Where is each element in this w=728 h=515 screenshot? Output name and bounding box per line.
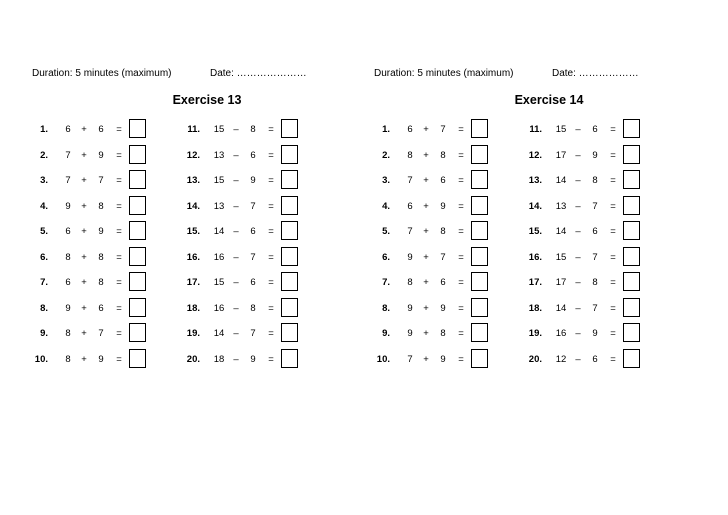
answer-box[interactable] [281,272,298,291]
first-operand: 6 [65,277,71,288]
problem-column-subtraction [184,116,344,371]
second-operand: 6 [98,302,104,314]
answer-box[interactable] [129,221,146,240]
equals-sign: = [116,149,122,161]
operator: + [81,251,87,263]
operator: – [575,328,581,339]
answer-box[interactable] [129,170,146,189]
problem-row [374,116,534,142]
first-operand: 15 [213,175,225,186]
second-operand: 9 [98,149,104,161]
answer-box[interactable] [281,323,298,342]
answer-box[interactable] [623,170,640,189]
answer-box[interactable] [281,247,298,266]
first-operand: 14 [555,302,567,314]
equals-sign: = [458,277,464,288]
problem-row [32,218,192,244]
answer-box[interactable] [471,170,488,189]
second-operand: 6 [592,124,598,135]
problem-row [184,269,344,295]
first-operand: 8 [407,149,413,161]
answer-box[interactable] [281,145,298,164]
second-operand: 9 [440,353,446,365]
second-operand: 9 [440,200,446,212]
first-operand: 7 [407,226,413,237]
problem-number: 3. [40,175,48,186]
equals-sign: = [610,124,616,135]
first-operand: 15 [555,251,567,263]
equals-sign: = [458,302,464,314]
problem-number: 15. [528,226,542,237]
problem-row [526,218,686,244]
problem-number: 14. [186,200,200,212]
second-operand: 9 [250,353,256,365]
problem-column-addition [32,116,192,371]
problem-row [526,346,686,372]
problem-row [32,269,192,295]
problem-number: 4. [382,200,390,212]
problem-row [526,269,686,295]
problem-number: 12. [528,149,542,161]
second-operand: 8 [440,226,446,237]
date-field: Date: ……………… [552,68,639,79]
operator: + [81,175,87,186]
first-operand: 12 [555,353,567,365]
first-operand: 16 [555,328,567,339]
equals-sign: = [116,302,122,314]
answer-box[interactable] [623,323,640,342]
answer-box[interactable] [471,247,488,266]
operator: – [233,353,239,365]
second-operand: 7 [440,251,446,263]
problem-number: 11. [529,124,542,135]
problem-number: 15. [186,226,200,237]
equals-sign: = [116,200,122,212]
problem-row [374,167,534,193]
operator: – [575,277,581,288]
date-field: Date: ………………… [210,68,307,79]
problem-row [184,193,344,219]
equals-sign: = [610,302,616,314]
exercise-title: Exercise 14 [514,93,584,107]
answer-box[interactable] [281,298,298,317]
second-operand: 7 [250,251,256,263]
second-operand: 9 [592,149,598,161]
problem-number: 13. [528,175,542,186]
answer-box[interactable] [471,323,488,342]
problem-row [32,142,192,168]
problem-row [374,193,534,219]
first-operand: 6 [65,226,71,237]
first-operand: 14 [213,328,225,339]
first-operand: 14 [555,175,567,186]
operator: – [233,328,239,339]
equals-sign: = [268,226,274,237]
second-operand: 8 [98,251,104,263]
duration-label: Duration: 5 minutes (maximum) [32,68,172,79]
equals-sign: = [116,124,122,135]
operator: – [233,149,239,161]
problem-number: 9. [40,328,48,339]
second-operand: 9 [250,175,256,186]
equals-sign: = [116,175,122,186]
first-operand: 6 [65,124,71,135]
problem-row [374,320,534,346]
problem-number: 20. [186,353,200,365]
answer-box[interactable] [623,145,640,164]
operator: + [423,226,429,237]
first-operand: 7 [407,353,413,365]
answer-box[interactable] [471,119,488,138]
operator: + [81,200,87,212]
second-operand: 8 [592,277,598,288]
operator: + [81,149,87,161]
problem-number: 17. [186,277,200,288]
problem-number: 1. [40,124,48,135]
equals-sign: = [268,353,274,365]
operator: – [233,124,239,135]
second-operand: 7 [98,175,104,186]
problem-row [32,320,192,346]
second-operand: 7 [250,328,256,339]
second-operand: 6 [440,277,446,288]
equals-sign: = [116,277,122,288]
first-operand: 9 [407,251,413,263]
problem-row [526,320,686,346]
problem-row [184,346,344,372]
second-operand: 9 [98,353,104,365]
second-operand: 9 [592,328,598,339]
second-operand: 7 [250,200,256,212]
equals-sign: = [610,353,616,365]
problem-row [184,218,344,244]
second-operand: 9 [440,302,446,314]
operator: + [423,277,429,288]
problem-number: 8. [40,302,48,314]
first-operand: 6 [407,124,413,135]
problem-number: 19. [186,328,200,339]
operator: – [233,226,239,237]
first-operand: 14 [213,226,225,237]
first-operand: 7 [65,149,71,161]
operator: – [575,251,581,263]
problem-number: 2. [40,149,48,161]
equals-sign: = [268,149,274,161]
problem-row [184,244,344,270]
operator: – [575,226,581,237]
operator: – [575,353,581,365]
first-operand: 17 [555,277,567,288]
problem-number: 10. [34,353,48,365]
duration-label: Duration: 5 minutes (maximum) [374,68,514,79]
problem-number: 3. [382,175,390,186]
problem-number: 10. [376,353,390,365]
problem-number: 11. [187,124,200,135]
first-operand: 17 [555,149,567,161]
problem-row [32,193,192,219]
problem-number: 6. [40,251,48,263]
problem-row [526,295,686,321]
answer-box[interactable] [623,349,640,368]
answer-box[interactable] [623,221,640,240]
problem-row [374,142,534,168]
equals-sign: = [268,302,274,314]
worksheet-header [32,68,362,82]
equals-sign: = [458,226,464,237]
equals-sign: = [116,226,122,237]
problem-number: 14. [528,200,542,212]
equals-sign: = [610,277,616,288]
worksheet-header [374,68,704,82]
problem-row [526,244,686,270]
problem-number: 6. [382,251,390,263]
equals-sign: = [610,175,616,186]
second-operand: 8 [98,277,104,288]
problem-row [32,244,192,270]
problem-row [32,116,192,142]
problem-row [526,193,686,219]
operator: – [233,277,239,288]
problem-number: 5. [382,226,390,237]
operator: – [233,302,239,314]
equals-sign: = [268,124,274,135]
equals-sign: = [458,149,464,161]
answer-box[interactable] [129,145,146,164]
equals-sign: = [458,175,464,186]
first-operand: 8 [65,251,71,263]
operator: + [81,302,87,314]
problem-row [374,218,534,244]
first-operand: 13 [213,149,225,161]
equals-sign: = [268,251,274,263]
problem-row [374,295,534,321]
second-operand: 7 [592,251,598,263]
equals-sign: = [610,328,616,339]
operator: + [423,353,429,365]
answer-box[interactable] [129,272,146,291]
first-operand: 6 [407,200,413,212]
problem-column-subtraction [526,116,686,371]
first-operand: 15 [213,124,225,135]
equals-sign: = [610,149,616,161]
second-operand: 8 [98,200,104,212]
second-operand: 7 [440,124,446,135]
problem-number: 4. [40,200,48,212]
problem-row [184,116,344,142]
operator: + [423,124,429,135]
problem-number: 2. [382,149,390,161]
answer-box[interactable] [623,119,640,138]
first-operand: 9 [65,200,71,212]
first-operand: 16 [213,251,225,263]
operator: – [575,302,581,314]
problem-number: 13. [186,175,200,186]
answer-box[interactable] [129,323,146,342]
second-operand: 7 [98,328,104,339]
problem-number: 19. [528,328,542,339]
problem-row [184,295,344,321]
operator: + [423,200,429,212]
first-operand: 8 [65,353,71,365]
second-operand: 8 [592,175,598,186]
first-operand: 14 [555,226,567,237]
second-operand: 8 [440,149,446,161]
equals-sign: = [610,226,616,237]
problem-row [526,167,686,193]
second-operand: 7 [592,302,598,314]
problem-row [32,346,192,372]
problem-number: 16. [528,251,542,263]
first-operand: 9 [407,328,413,339]
operator: + [81,277,87,288]
second-operand: 6 [250,277,256,288]
problem-row [184,142,344,168]
answer-box[interactable] [623,247,640,266]
equals-sign: = [458,353,464,365]
equals-sign: = [610,200,616,212]
problem-number: 7. [382,277,390,288]
equals-sign: = [116,251,122,263]
operator: – [575,200,581,212]
operator: + [423,302,429,314]
problem-row [374,269,534,295]
second-operand: 6 [440,175,446,186]
exercise-title: Exercise 13 [172,93,242,107]
worksheet-exercise-14 [374,0,704,515]
first-operand: 15 [555,124,567,135]
answer-box[interactable] [623,272,640,291]
problem-number: 17. [528,277,542,288]
equals-sign: = [268,277,274,288]
problem-number: 7. [40,277,48,288]
problem-row [32,167,192,193]
equals-sign: = [268,175,274,186]
second-operand: 6 [592,226,598,237]
answer-box[interactable] [281,221,298,240]
problem-row [184,320,344,346]
second-operand: 9 [98,226,104,237]
problem-row [184,167,344,193]
answer-box[interactable] [471,349,488,368]
problem-row [526,116,686,142]
first-operand: 18 [213,353,225,365]
answer-box[interactable] [623,196,640,215]
equals-sign: = [458,328,464,339]
problem-number: 8. [382,302,390,314]
problem-number: 9. [382,328,390,339]
problem-row [374,244,534,270]
problem-number: 18. [528,302,542,314]
problem-number: 20. [528,353,542,365]
second-operand: 6 [592,353,598,365]
second-operand: 7 [592,200,598,212]
operator: + [423,175,429,186]
problem-row [526,142,686,168]
answer-box[interactable] [129,298,146,317]
first-operand: 13 [555,200,567,212]
operator: – [233,251,239,263]
problem-row [374,346,534,372]
first-operand: 15 [213,277,225,288]
equals-sign: = [268,200,274,212]
second-operand: 6 [98,124,104,135]
first-operand: 8 [407,277,413,288]
equals-sign: = [458,251,464,263]
first-operand: 9 [65,302,71,314]
second-operand: 6 [250,226,256,237]
problem-number: 16. [186,251,200,263]
first-operand: 7 [407,175,413,186]
first-operand: 9 [407,302,413,314]
second-operand: 8 [250,302,256,314]
equals-sign: = [116,353,122,365]
answer-box[interactable] [281,119,298,138]
operator: + [423,149,429,161]
operator: + [423,328,429,339]
second-operand: 8 [440,328,446,339]
equals-sign: = [268,328,274,339]
operator: – [575,175,581,186]
answer-box[interactable] [471,145,488,164]
answer-box[interactable] [471,221,488,240]
operator: + [81,353,87,365]
answer-box[interactable] [281,349,298,368]
answer-box[interactable] [281,196,298,215]
equals-sign: = [458,124,464,135]
answer-box[interactable] [129,119,146,138]
answer-box[interactable] [471,196,488,215]
equals-sign: = [610,251,616,263]
operator: – [233,200,239,212]
operator: – [575,149,581,161]
worksheet-exercise-13 [32,0,362,515]
problem-number: 18. [186,302,200,314]
operator: + [423,251,429,263]
problem-number: 1. [382,124,390,135]
first-operand: 13 [213,200,225,212]
first-operand: 8 [65,328,71,339]
operator: – [575,124,581,135]
problem-column-addition [374,116,534,371]
answer-box[interactable] [129,349,146,368]
problem-number: 12. [186,149,200,161]
operator: + [81,328,87,339]
answer-box[interactable] [281,170,298,189]
answer-box[interactable] [623,298,640,317]
problem-row [32,295,192,321]
operator: + [81,226,87,237]
answer-box[interactable] [471,272,488,291]
first-operand: 7 [65,175,71,186]
operator: – [233,175,239,186]
second-operand: 6 [250,149,256,161]
equals-sign: = [458,200,464,212]
operator: + [81,124,87,135]
problem-number: 5. [40,226,48,237]
answer-box[interactable] [471,298,488,317]
answer-box[interactable] [129,247,146,266]
answer-box[interactable] [129,196,146,215]
equals-sign: = [116,328,122,339]
second-operand: 8 [250,124,256,135]
first-operand: 16 [213,302,225,314]
